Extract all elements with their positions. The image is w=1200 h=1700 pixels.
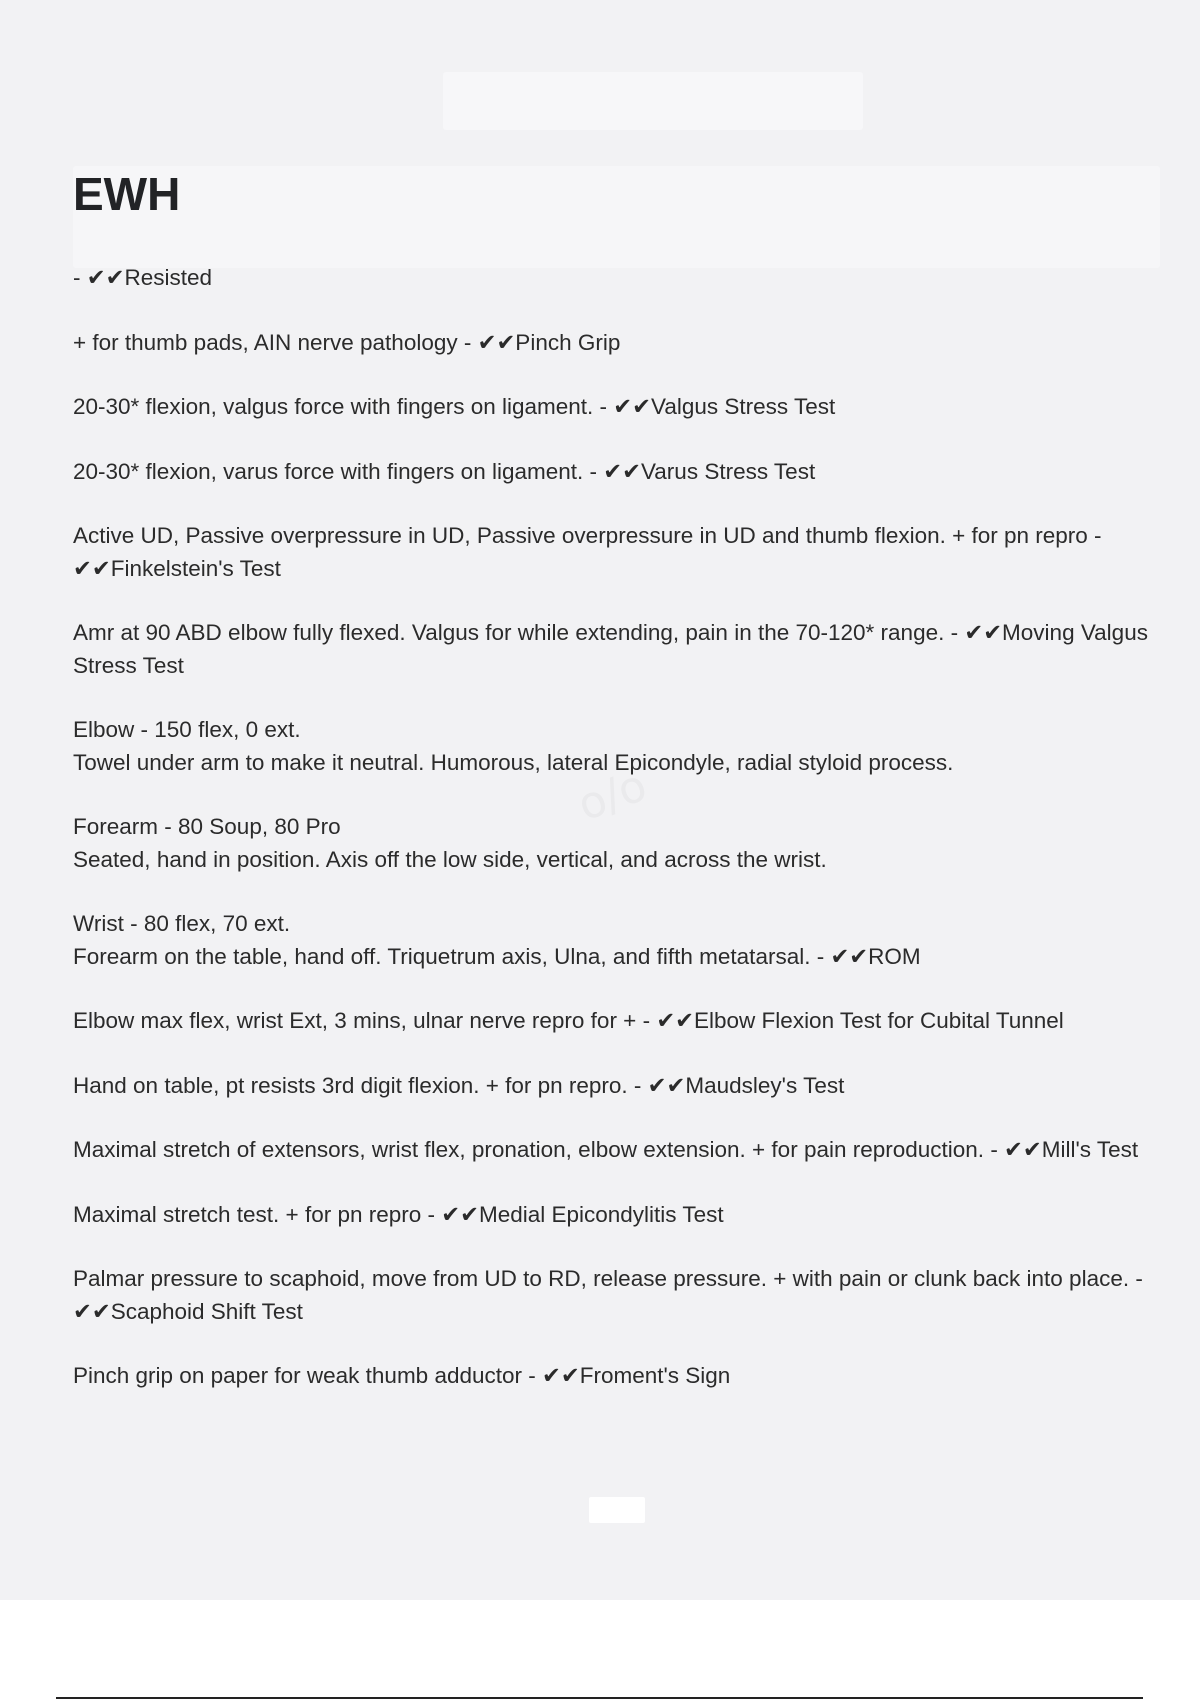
flashcard-list — [73, 262, 1168, 1425]
flashcard-entry: - ✔✔Resisted — [73, 265, 212, 290]
flashcard-entry: Maximal stretch of extensors, wrist flex, pronation, elbow extension. + for pain reproduction. - ✔✔Mill's Test — [73, 1137, 1139, 1162]
flashcard-entry: Elbow - 150 flex, 0 ext. Towel under arm to make it neutral. Humorous, lateral Epicondyle, radial styloid process. — [73, 717, 954, 775]
flashcard-entry: Pinch grip on paper for weak thumb adductor - ✔✔Froment's Sign — [73, 1363, 731, 1388]
flashcard-entry: Elbow max flex, wrist Ext, 3 mins, ulnar nerve repro for + - ✔✔Elbow Flexion Test for Cubital Tunnel — [73, 1008, 1064, 1033]
page-number-box — [589, 1497, 645, 1523]
flashcard-entry: 20-30* flexion, varus force with fingers on ligament. - ✔✔Varus Stress Test — [73, 458, 816, 484]
flashcard-entry: Forearm - 80 Soup, 80 Pro Seated, hand in position. Axis off the low side, vertical, and across the wrist. — [73, 814, 827, 872]
flashcard-entry: Maximal stretch test. + for pn repro - ✔✔Medial Epicondylitis Test — [73, 1201, 724, 1227]
flashcard-entry: Active UD, Passive overpressure in UD, Passive overpressure in UD and thumb flexion. + for pn repro - ✔✔Finkelstein's Test — [73, 523, 1102, 581]
flashcard-entry: Wrist - 80 flex, 70 ext. Forearm on the table, hand off. Triquetrum axis, Ulna, and fifth metatarsal. - ✔✔ROM — [73, 911, 921, 969]
title-band — [73, 166, 1160, 268]
flashcard-entry: Palmar pressure to scaphoid, move from UD to RD, release pressure. + with pain or clunk back into place. - ✔✔Scaphoid Shift Test — [73, 1266, 1143, 1324]
flashcard-entry: Amr at 90 ABD elbow fully flexed. Valgus for while extending, pain in the 70-120* range. - ✔✔Moving Valgus Stress Test — [73, 620, 1148, 678]
flashcard-entry: 20-30* flexion, valgus force with fingers on ligament. - ✔✔Valgus Stress Test — [73, 394, 836, 419]
footer-divider — [56, 1697, 1143, 1699]
flashcard-entry: Hand on table, pt resists 3rd digit flexion. + for pn repro. - ✔✔Maudsley's Test — [73, 1072, 845, 1098]
watermark: o/o — [571, 759, 654, 832]
header-blank-area — [443, 72, 863, 130]
flashcard-entry: + for thumb pads, AIN nerve pathology - ✔✔Pinch Grip — [73, 329, 621, 355]
document-title: EWH — [73, 168, 181, 220]
